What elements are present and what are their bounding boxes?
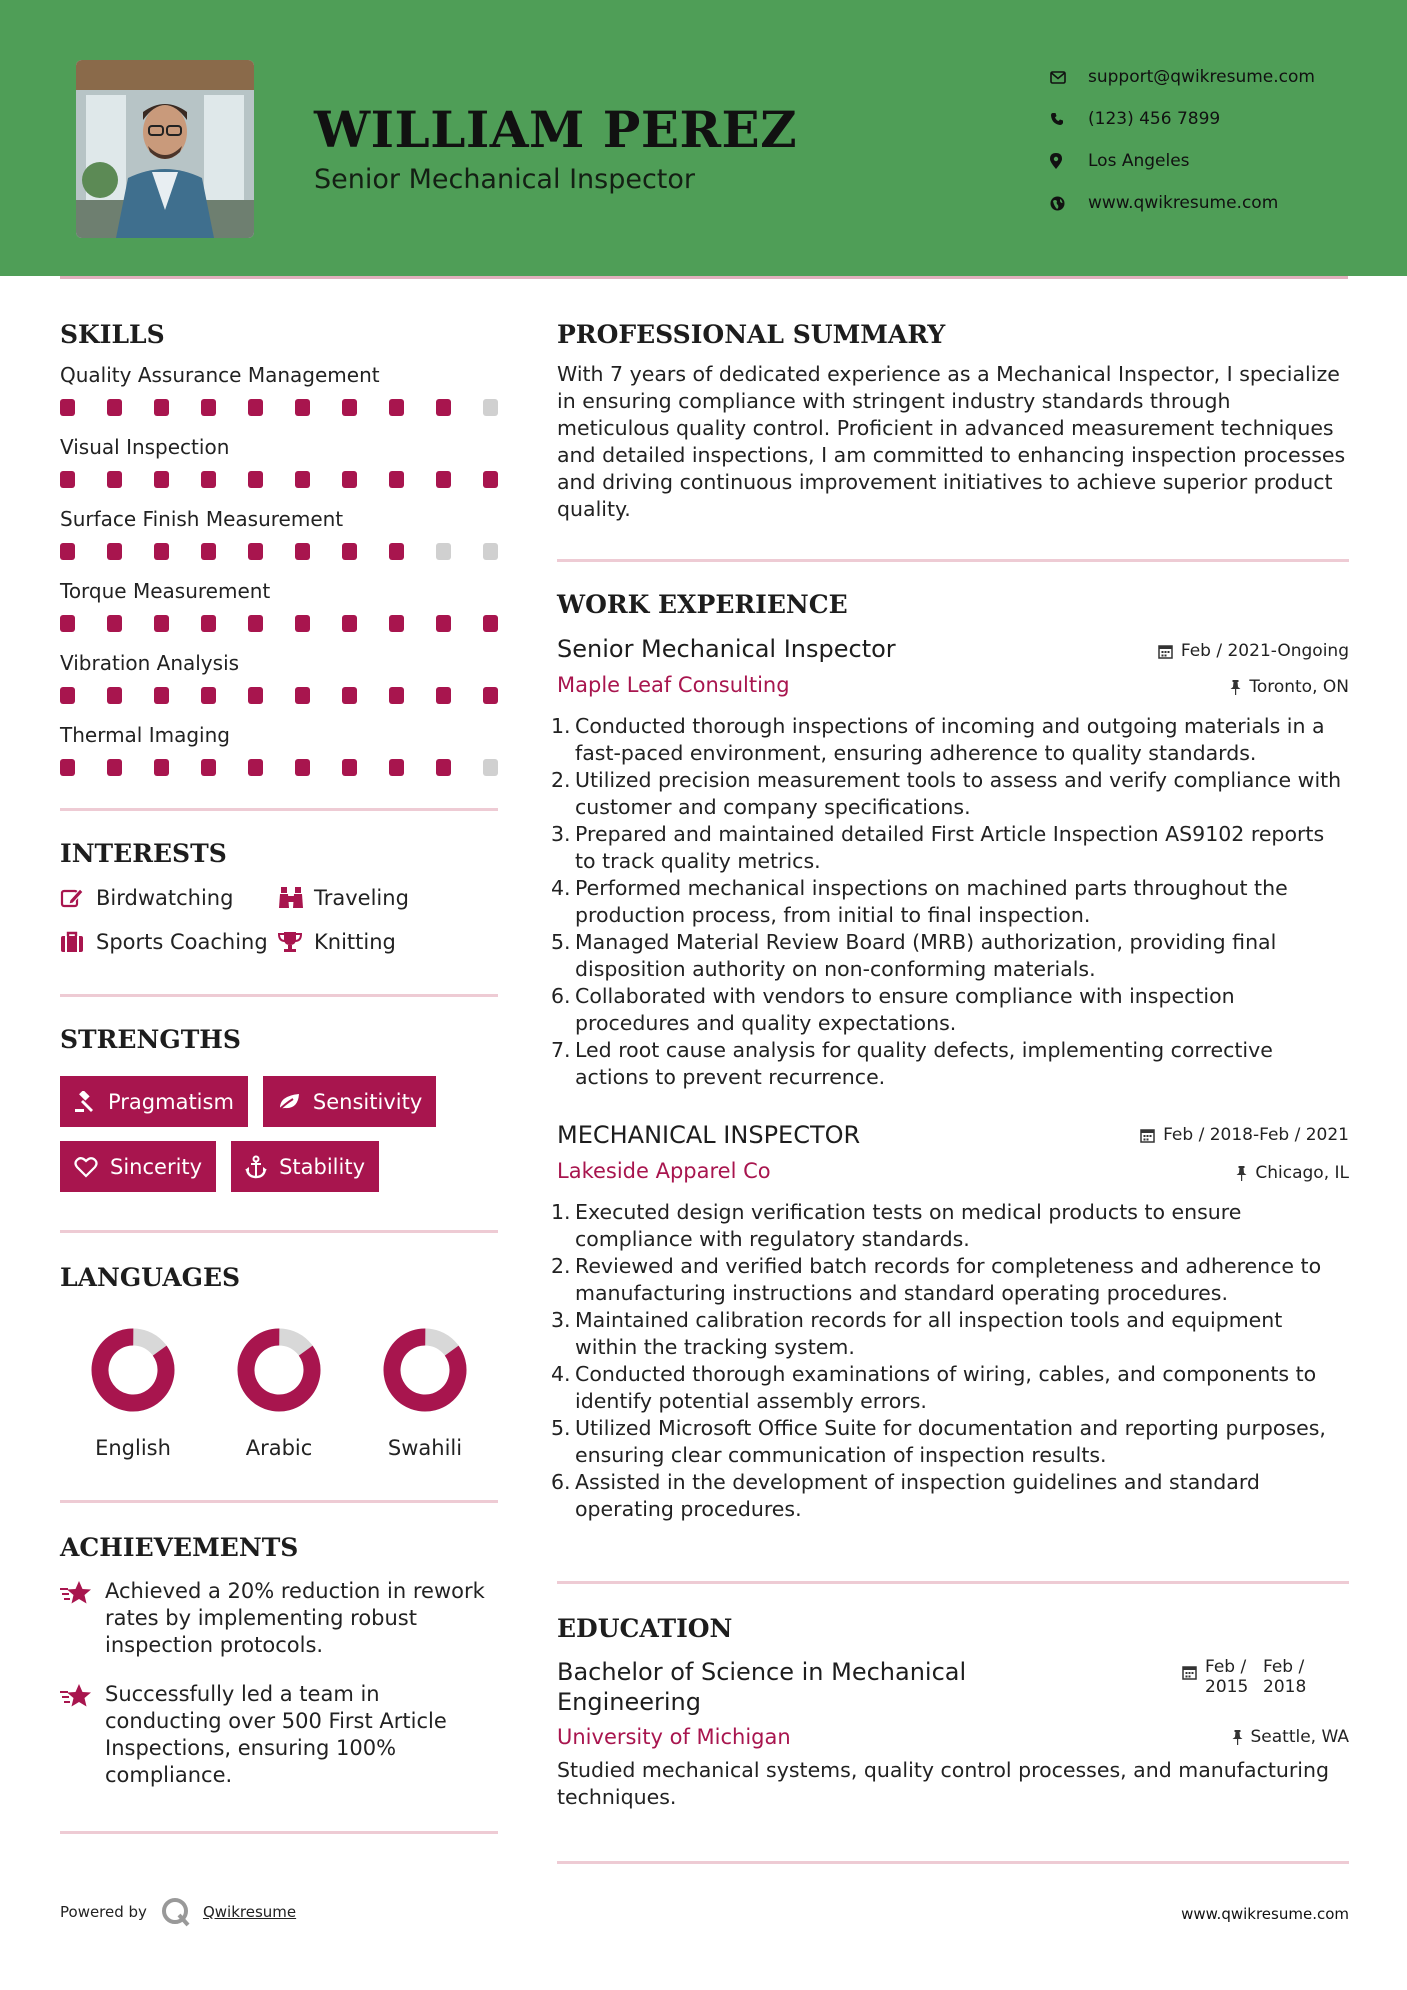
strength-badge [263, 1076, 436, 1127]
calendar-icon [1140, 1128, 1155, 1143]
skill-dot [436, 687, 451, 704]
skill-dot [154, 543, 169, 560]
footer-powered-by [60, 1897, 296, 1927]
skill-dot [436, 543, 451, 560]
skill-dot [60, 471, 75, 488]
contact-website-text: www.qwikresume.com [1088, 193, 1279, 213]
job-entry [551, 635, 1349, 1091]
language-donut-fill [381, 1326, 469, 1414]
job-bullet: 5. Managed Material Review Board (MRB) authorization, providing final disposition authority on non-conforming materials. [551, 930, 1277, 981]
skill-dot [436, 471, 451, 488]
contact-email-text: support@qwikresume.com [1088, 67, 1315, 87]
job-header [557, 1121, 1349, 1149]
skill-dot [483, 543, 498, 560]
job-date [1140, 1125, 1349, 1145]
skill-dot [342, 543, 357, 560]
section-separator [60, 1230, 498, 1233]
profile-photo [76, 60, 254, 238]
languages-title: LANGUAGES [60, 1263, 241, 1292]
skill-item [60, 651, 498, 704]
experience-title: WORK EXPERIENCE [557, 590, 848, 619]
skill-dot [201, 759, 216, 776]
strength-badge [231, 1141, 379, 1192]
strength-badge [60, 1076, 248, 1127]
contact-location [1050, 140, 1380, 182]
skill-dot [342, 471, 357, 488]
interest-item [278, 930, 498, 954]
skill-dot [107, 399, 122, 416]
job-bullet: 6. Assisted in the development of inspection guidelines and standard operating procedures. [551, 1470, 1260, 1521]
contact-website[interactable] [1050, 182, 1380, 224]
contact-email[interactable] [1050, 56, 1380, 98]
job-bullet: 7. Led root cause analysis for quality defects, implementing corrective actions to prevent recurrence. [551, 1038, 1273, 1089]
language-donut [235, 1326, 323, 1414]
education-location [1232, 1727, 1350, 1747]
section-separator [60, 1831, 498, 1834]
interest-item [60, 886, 278, 910]
skill-dot [389, 471, 404, 488]
powered-by-text: Powered by [60, 1903, 147, 1921]
section-separator [557, 1861, 1349, 1864]
language-label: Arabic [245, 1436, 313, 1460]
star-icon [60, 1578, 105, 1659]
education-title: EDUCATION [557, 1614, 733, 1643]
job-location [1230, 677, 1349, 697]
skill-dot [201, 399, 216, 416]
envelope-icon [1050, 71, 1088, 84]
skill-rating [60, 687, 498, 704]
skill-dot [483, 615, 498, 632]
achievement-text: Successfully led a team in conducting over 500 First Article Inspections, ensuring 100% compliance. [105, 1682, 447, 1787]
summary-text: With 7 years of dedicated experience as a Mechanical Inspector, I specialize in ensuring compliance with stringent industry standards through meticulous quality control. Proficient in advanced measurement techniques and detailed inspections, I am committed to enhancing inspection processes and driving continuous improvement initiatives to achieve superior product quality. [557, 362, 1346, 521]
achievements-title: ACHIEVEMENTS [60, 1533, 299, 1562]
skill-dot [154, 687, 169, 704]
skill-dot [201, 687, 216, 704]
language-item [352, 1326, 498, 1460]
job-title: Senior Mechanical Inspector [557, 635, 896, 663]
skill-rating [60, 471, 498, 488]
candidate-name: WILLIAM PEREZ [314, 100, 798, 159]
skill-dot [389, 543, 404, 560]
pencil-square-icon [60, 887, 96, 909]
education-subheader [557, 1725, 1349, 1749]
star-icon [60, 1681, 105, 1789]
skill-item [60, 723, 498, 776]
skill-rating [60, 759, 498, 776]
contact-list [1050, 56, 1380, 224]
skill-dot [248, 399, 263, 416]
contact-phone-text: (123) 456 7899 [1088, 109, 1221, 129]
skill-dot [201, 615, 216, 632]
skill-dot [60, 615, 75, 632]
job-bullet: 4. Performed mechanical inspections on machined parts throughout the production process, from initial to final inspection. [551, 876, 1288, 927]
job-location-text: Toronto, ON [1249, 677, 1349, 697]
job-subheader [557, 673, 1349, 697]
strength-badge [60, 1141, 216, 1192]
section-separator [60, 1500, 498, 1503]
job-date [1158, 641, 1349, 661]
skill-dot [389, 687, 404, 704]
interest-item [60, 930, 278, 954]
section-separator [60, 808, 498, 811]
job-company: Maple Leaf Consulting [557, 673, 790, 697]
education-entry [557, 1657, 1349, 1811]
skill-dot [389, 615, 404, 632]
education-school: University of Michigan [557, 1725, 791, 1749]
language-item [60, 1326, 206, 1460]
interest-label: Knitting [314, 930, 396, 954]
briefcase-icon [60, 931, 96, 953]
education-date [1182, 1657, 1311, 1697]
skill-dot [483, 759, 498, 776]
job-bullet: 6. Collaborated with vendors to ensure compliance with inspection procedures and quality expectations. [551, 984, 1235, 1035]
skill-dot [60, 543, 75, 560]
skill-rating [60, 399, 498, 416]
left-column [60, 320, 498, 1834]
education-date-end: Feb / 2018 [1263, 1657, 1307, 1697]
skill-name: Visual Inspection [60, 435, 230, 459]
trophy-icon [278, 931, 314, 953]
skill-item [60, 435, 498, 488]
section-separator [557, 559, 1349, 562]
job-bullet: 5. Utilized Microsoft Office Suite for documentation and reporting purposes, ensuring clear communication of inspection results. [551, 1416, 1326, 1467]
skill-dot [295, 687, 310, 704]
header-divider [60, 276, 1348, 279]
job-bullet: 1. Conducted thorough inspections of incoming and outgoing materials in a fast-paced environment, ensuring adherence to quality standards. [551, 714, 1325, 765]
skill-dot [107, 687, 122, 704]
job-bullet: 2. Utilized precision measurement tools to assess and verify compliance with customer and company specifications. [551, 768, 1342, 819]
brand-link[interactable]: Qwikresume [202, 1903, 297, 1921]
skill-dot [154, 399, 169, 416]
skill-rating [60, 543, 498, 560]
interest-label: Traveling [314, 886, 409, 910]
skill-dot [295, 471, 310, 488]
achievement-item [60, 1681, 498, 1789]
skill-name: Quality Assurance Management [60, 363, 380, 387]
job-bullet: 3. Prepared and maintained detailed First Article Inspection AS9102 reports to track quality metrics. [551, 822, 1325, 873]
summary-title: PROFESSIONAL SUMMARY [557, 320, 946, 349]
job-bullet: 1. Executed design verification tests on medical products to ensure compliance with regulatory standards. [551, 1200, 1242, 1251]
skill-dot [342, 615, 357, 632]
skill-dot [295, 543, 310, 560]
job-title: MECHANICAL INSPECTOR [557, 1121, 861, 1149]
education-date-start: Feb / 2015 [1205, 1657, 1249, 1697]
pushpin-icon [1232, 1730, 1243, 1745]
skill-dot [107, 471, 122, 488]
job-date-text: Feb / 2021-Ongoing [1180, 641, 1349, 661]
skill-dot [389, 399, 404, 416]
skill-dot [107, 615, 122, 632]
skill-dot [295, 759, 310, 776]
job-date-text: Feb / 2018-Feb / 2021 [1163, 1125, 1349, 1145]
interests-list [60, 886, 498, 954]
skill-name: Vibration Analysis [60, 651, 240, 675]
skill-dot [295, 615, 310, 632]
skill-dot [342, 687, 357, 704]
language-donut-fill [89, 1326, 177, 1414]
binoculars-icon [278, 886, 314, 910]
job-company: Lakeside Apparel Co [557, 1159, 771, 1183]
education-description: Studied mechanical systems, quality control processes, and manufacturing techniques. [557, 1758, 1329, 1809]
skill-dot [60, 759, 75, 776]
education-header [557, 1657, 1349, 1717]
header-banner [0, 0, 1407, 276]
qwikresume-logo-icon [161, 1897, 191, 1927]
job-header [557, 635, 1349, 663]
strength-label: Stability [279, 1154, 366, 1179]
job-location [1236, 1163, 1349, 1183]
section-separator [557, 1581, 1349, 1584]
skill-dot [436, 615, 451, 632]
achievement-text: Achieved a 20% reduction in rework rates by implementing robust inspection protocols. [105, 1579, 485, 1657]
strength-label: Pragmatism [108, 1089, 234, 1114]
skill-name: Torque Measurement [60, 579, 271, 603]
skill-item [60, 579, 498, 632]
skill-name: Surface Finish Measurement [60, 507, 344, 531]
skill-dot [436, 399, 451, 416]
skill-dot [107, 759, 122, 776]
achievement-item [60, 1578, 498, 1659]
skill-item [60, 507, 498, 560]
footer-website[interactable]: www.qwikresume.com [1181, 1905, 1349, 1923]
language-donut [381, 1326, 469, 1414]
interest-label: Birdwatching [96, 886, 234, 910]
job-location-text: Chicago, IL [1255, 1163, 1349, 1183]
interests-title: INTERESTS [60, 839, 227, 868]
skill-dot [201, 543, 216, 560]
skills-list [60, 363, 498, 776]
skill-dot [436, 759, 451, 776]
language-item [206, 1326, 352, 1460]
skill-dot [389, 759, 404, 776]
right-column [551, 320, 1349, 1864]
heart-icon [74, 1156, 98, 1178]
education-location-text: Seattle, WA [1250, 1727, 1349, 1747]
pushpin-icon [1236, 1166, 1247, 1181]
skill-dot [248, 543, 263, 560]
skill-dot [483, 687, 498, 704]
interest-label: Sports Coaching [96, 930, 268, 954]
job-subheader [557, 1159, 1349, 1183]
skill-dot [295, 399, 310, 416]
strengths-list [60, 1076, 498, 1192]
map-pin-icon [1050, 153, 1088, 169]
skills-title: SKILLS [60, 320, 165, 349]
skill-dot [60, 687, 75, 704]
skill-dot [483, 471, 498, 488]
job-bullet: 2. Reviewed and verified batch records for completeness and adherence to manufacturing instructions and standard operating procedures. [551, 1254, 1322, 1305]
skill-dot [483, 399, 498, 416]
skill-dot [342, 759, 357, 776]
contact-phone[interactable] [1050, 98, 1380, 140]
skill-dot [154, 759, 169, 776]
skill-dot [248, 471, 263, 488]
skill-dot [60, 399, 75, 416]
strengths-title: STRENGTHS [60, 1025, 241, 1054]
skill-dot [248, 687, 263, 704]
anchor-icon [245, 1155, 267, 1179]
job-bullets [551, 1199, 1349, 1523]
globe-icon [1050, 196, 1088, 211]
contact-location-text: Los Angeles [1088, 151, 1190, 171]
skill-rating [60, 615, 498, 632]
language-donut-fill [235, 1326, 323, 1414]
pushpin-icon [1230, 680, 1241, 695]
languages-list [60, 1326, 498, 1460]
skill-name: Thermal Imaging [60, 723, 230, 747]
interest-item [278, 886, 498, 910]
language-label: Swahili [387, 1436, 463, 1460]
strength-label: Sensitivity [312, 1089, 423, 1114]
phone-icon [1050, 112, 1088, 126]
skill-dot [248, 615, 263, 632]
job-bullet: 3. Maintained calibration records for all inspection tools and equipment within the tracking system. [551, 1308, 1283, 1359]
leaf-icon [277, 1092, 301, 1112]
job-bullet: 4. Conducted thorough examinations of wiring, cables, and components to identify potential assembly errors. [551, 1362, 1317, 1413]
achievements-list [60, 1578, 498, 1789]
skill-dot [154, 471, 169, 488]
calendar-icon [1182, 1665, 1197, 1680]
language-label: English [95, 1436, 171, 1460]
candidate-title: Senior Mechanical Inspector [314, 164, 696, 195]
skill-dot [342, 399, 357, 416]
job-bullets [551, 713, 1349, 1091]
calendar-icon [1158, 644, 1173, 659]
strength-label: Sincerity [110, 1154, 203, 1179]
language-donut [89, 1326, 177, 1414]
skill-item [60, 363, 498, 416]
skill-dot [154, 615, 169, 632]
skill-dot [107, 543, 122, 560]
skill-dot [248, 759, 263, 776]
job-entry [551, 1121, 1349, 1523]
gavel-icon [74, 1091, 96, 1113]
skill-dot [201, 471, 216, 488]
section-separator [60, 994, 498, 997]
education-degree: Bachelor of Science in Mechanical Engineering [557, 1658, 967, 1716]
